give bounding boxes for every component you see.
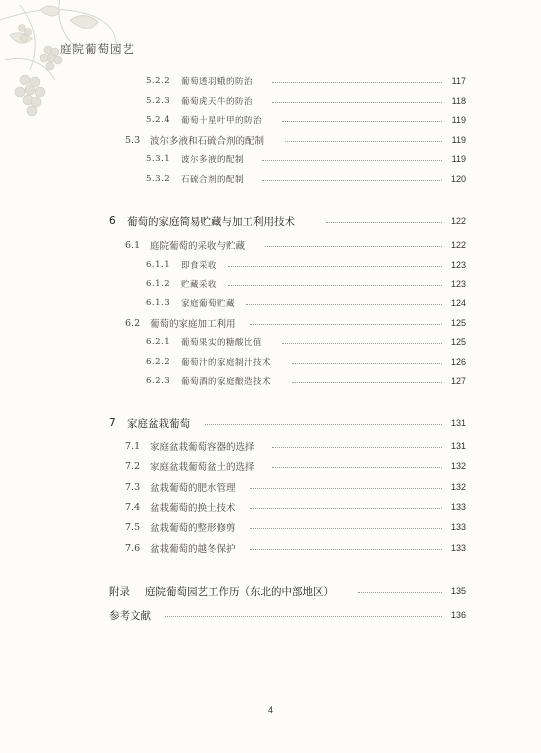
toc-leader [246, 304, 442, 305]
toc-page: 120 [450, 174, 466, 184]
toc-title: 参考文献 [109, 609, 151, 622]
toc-leader [272, 102, 442, 103]
toc-page: 133 [450, 502, 466, 512]
toc-leader [265, 246, 442, 247]
toc-title: 贮藏采收 [181, 280, 218, 290]
toc-title: 葡萄果实的糖酸比值 [181, 338, 263, 348]
toc-number: 6.2.1 [146, 337, 171, 347]
toc-title: 庭院葡萄园艺工作历（东北的中部地区） [145, 585, 334, 598]
toc-leader [250, 528, 442, 529]
toc-number: 7.3 [125, 481, 141, 493]
toc-entry[interactable] [0, 457, 541, 475]
toc-number: 5.2.3 [146, 96, 171, 106]
toc-page: 127 [450, 376, 466, 386]
toc-page: 126 [450, 357, 466, 367]
toc-entry[interactable] [0, 498, 541, 516]
toc-leader [262, 180, 442, 181]
toc-number: 6 [109, 215, 116, 227]
toc-entry[interactable] [0, 92, 541, 110]
toc-leader [272, 467, 442, 468]
toc-number: 5.3.1 [146, 154, 171, 164]
toc-title: 葡萄的家庭简易贮藏与加工利用技术 [127, 215, 295, 228]
toc-number: 附录 [109, 585, 130, 598]
toc-entry[interactable] [0, 131, 541, 149]
toc-title: 盆栽葡萄的换土技术 [150, 503, 236, 514]
toc-number: 6.2.3 [146, 376, 171, 386]
toc-leader [282, 121, 442, 122]
toc-page: 119 [451, 135, 466, 145]
toc-title: 葡萄汁的家庭制汁技术 [181, 358, 272, 368]
toc-title: 家庭葡萄贮藏 [181, 299, 236, 309]
toc-leader [292, 382, 442, 383]
toc-entry[interactable] [0, 372, 541, 390]
toc-title: 家庭盆栽葡萄 [127, 417, 190, 430]
toc-entry[interactable] [0, 111, 541, 129]
toc-entry[interactable] [0, 437, 541, 455]
page-number: 4 [267, 705, 273, 715]
toc-number: 7.2 [125, 460, 141, 472]
toc-number: 7.6 [125, 542, 141, 554]
toc-page: 133 [450, 543, 466, 553]
toc-entry[interactable] [0, 150, 541, 168]
toc-title: 盆栽葡萄的越冬保护 [150, 544, 236, 555]
toc-title: 葡萄透羽蛾的防治 [181, 77, 254, 87]
toc-leader [292, 363, 442, 364]
toc-leader [250, 324, 442, 325]
toc-number: 5.2.2 [146, 76, 171, 86]
toc-leader [165, 616, 442, 617]
toc-number: 6.1 [125, 239, 141, 251]
toc-title: 家庭盆栽葡萄容器的选择 [150, 442, 255, 453]
toc-leader [272, 82, 442, 83]
toc-entry[interactable] [0, 333, 541, 351]
toc-entry[interactable] [0, 212, 541, 230]
toc-page: 119 [451, 115, 466, 125]
toc-title: 波尔多液和石硫合剂的配制 [150, 136, 265, 147]
toc-page: 123 [450, 260, 466, 270]
toc-title: 盆栽葡萄的肥水管理 [150, 483, 236, 494]
toc-page: 119 [451, 154, 466, 164]
toc-page: 125 [450, 318, 466, 328]
toc-title: 即食采收 [181, 261, 218, 271]
toc-title: 葡萄酒的家庭酿造技术 [181, 377, 272, 387]
toc-entry[interactable] [0, 478, 541, 496]
toc-entry[interactable] [0, 275, 541, 293]
toc-number: 7.4 [125, 501, 141, 513]
toc-number: 5.3 [125, 134, 141, 146]
toc-entry[interactable] [0, 518, 541, 536]
toc-title: 葡萄的家庭加工利用 [150, 319, 236, 330]
toc-leader [228, 266, 442, 267]
toc-page: 117 [451, 76, 466, 86]
toc-leader [250, 549, 442, 550]
toc-number: 7.1 [125, 440, 141, 452]
toc-entry[interactable] [0, 256, 541, 274]
toc-number: 5.3.2 [146, 174, 171, 184]
toc-leader [326, 222, 442, 223]
toc-entry[interactable] [0, 539, 541, 557]
toc-entry[interactable] [0, 236, 541, 254]
toc-number: 6.2.2 [146, 357, 171, 367]
toc-entry[interactable] [0, 606, 541, 624]
toc-page: 136 [450, 610, 466, 620]
toc-number: 6.1.2 [146, 279, 171, 289]
toc-title: 庭院葡萄的采收与贮藏 [150, 241, 246, 252]
toc-number: 6.2 [125, 317, 141, 329]
toc-entry[interactable] [0, 414, 541, 432]
toc-title: 葡萄虎天牛的防治 [181, 97, 254, 107]
toc-number: 7.5 [125, 521, 141, 533]
toc-page: 118 [451, 96, 466, 106]
toc-leader [250, 508, 442, 509]
toc-title: 家庭盆栽葡萄盆土的选择 [150, 462, 255, 473]
toc-page: 131 [450, 418, 466, 428]
toc-page: 125 [450, 337, 466, 347]
toc-title: 盆栽葡萄的整形修剪 [150, 523, 236, 534]
toc-leader [228, 285, 442, 286]
toc-leader [282, 343, 442, 344]
toc-entry[interactable] [0, 170, 541, 188]
toc-number: 5.2.4 [146, 115, 171, 125]
toc-entry[interactable] [0, 582, 541, 600]
toc-number: 6.1.1 [146, 260, 171, 270]
toc-leader [205, 424, 442, 425]
toc-leader [250, 488, 442, 489]
toc-page: 122 [450, 216, 466, 226]
toc-page: 131 [450, 441, 466, 451]
toc-page: 132 [450, 482, 466, 492]
toc-entry[interactable] [0, 314, 541, 332]
toc-leader [358, 592, 442, 593]
toc-leader [262, 160, 442, 161]
toc-page: 122 [450, 240, 466, 250]
toc-entry[interactable] [0, 72, 541, 90]
toc-title: 葡萄十星叶甲的防治 [181, 116, 263, 126]
toc-page: 132 [450, 461, 466, 471]
toc-leader [285, 141, 442, 142]
toc-title: 石硫合剂的配制 [181, 175, 245, 185]
toc-page: 135 [450, 586, 466, 596]
toc-page: 124 [450, 298, 466, 308]
toc-number: 7 [109, 417, 116, 429]
toc-page: 123 [450, 279, 466, 289]
toc-entry[interactable] [0, 294, 541, 312]
running-title: 庭院葡萄园艺 [60, 42, 135, 56]
toc-leader [272, 447, 442, 448]
toc-number: 6.1.3 [146, 298, 171, 308]
toc-page: 133 [450, 522, 466, 532]
toc-entry[interactable] [0, 353, 541, 371]
toc-title: 波尔多液的配制 [181, 155, 245, 165]
